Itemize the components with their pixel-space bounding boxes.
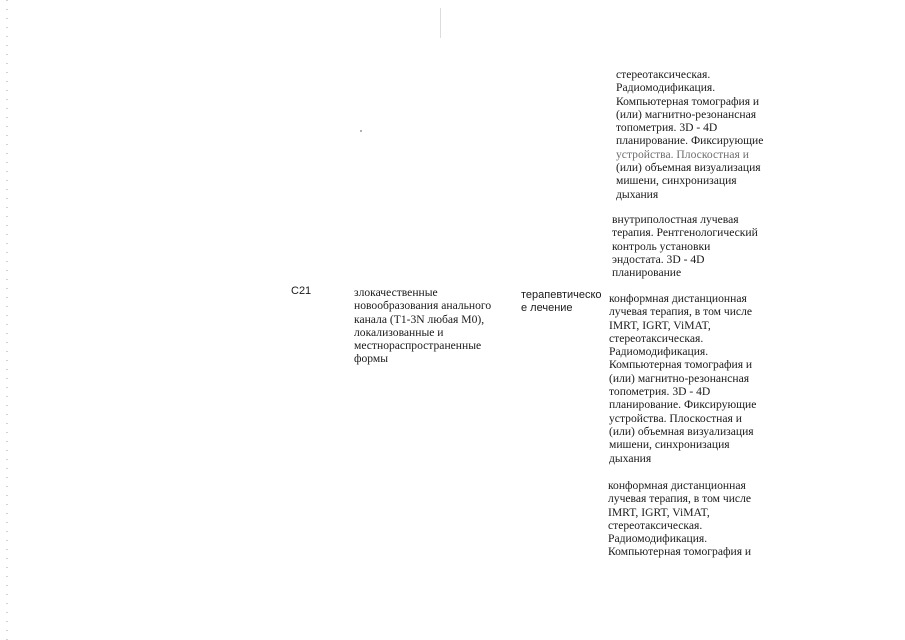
method-line: конформная дистанционная — [609, 292, 747, 305]
method-line: Радиомодификация. — [608, 532, 708, 546]
method-line: Компьютерная томография и — [609, 358, 753, 372]
method-block-conformal-2 — [608, 479, 751, 559]
method-line: устройства. Плоскостная и — [616, 147, 749, 161]
method-line: лучевая терапия, в том числе — [608, 492, 752, 506]
method-line: контроль установки — [612, 239, 711, 253]
method-line: стереотаксическая. — [608, 518, 703, 532]
method-line: Компьютерная томография и — [608, 545, 752, 559]
method-line: (или) объемная визуализация — [609, 424, 754, 438]
code-cell: C21 — [291, 285, 312, 297]
method-line: IMRT, IGRT, ViMAT, — [609, 318, 711, 332]
method-line: планирование. Фиксирующие — [616, 134, 764, 148]
method-line: (или) объемная визуализация — [616, 161, 761, 175]
treatment-type-line: е лечение — [521, 302, 573, 315]
treatment-type-cell — [521, 289, 602, 316]
method-line: лучевая терапия, в том числе — [609, 305, 753, 319]
method-block-conformal-1 — [609, 292, 756, 465]
method-line: терапия. Рентгенологический — [612, 226, 758, 240]
binding-margin-marks — [6, 0, 8, 640]
method-line: Радиомодификация. — [609, 345, 709, 359]
method-line: дыхания — [616, 187, 659, 201]
method-line: конформная дистанционная — [608, 479, 746, 492]
method-block-brachytherapy — [612, 213, 758, 279]
diagnosis-line: местнораспространенные — [354, 339, 482, 353]
method-line: Радиомодификация. — [616, 81, 716, 95]
method-line: устройства. Плоскостная и — [609, 411, 742, 425]
method-line: планирование — [612, 266, 682, 280]
diagnosis-line: новообразования анального — [354, 299, 492, 313]
method-block-top — [616, 68, 763, 201]
diagnosis-line: злокачественные — [354, 286, 438, 299]
fold-mark — [440, 8, 441, 38]
diagnosis-line: формы — [354, 352, 389, 366]
method-line: топометрия. 3D - 4D — [616, 121, 718, 135]
method-line: мишени, синхронизация — [616, 174, 737, 188]
method-line: эндостата. 3D - 4D — [612, 252, 705, 266]
method-line: планирование. Фиксирующие — [609, 398, 757, 412]
method-line: (или) магнитно-резонансная — [616, 107, 757, 121]
method-line: стереотаксическая. — [609, 331, 704, 345]
diagnosis-line: канала (T1-3N любая M0), — [354, 312, 485, 326]
method-line: стереотаксическая. — [616, 68, 711, 81]
method-line: Компьютерная томография и — [616, 94, 760, 108]
method-line: дыхания — [609, 451, 652, 465]
method-line: внутриполостная лучевая — [612, 213, 739, 226]
method-line: IMRT, IGRT, ViMAT, — [608, 505, 710, 519]
scan-speck — [360, 130, 362, 132]
method-line: (или) магнитно-резонансная — [609, 371, 750, 385]
method-line: мишени, синхронизация — [609, 438, 730, 452]
diagnosis-line: локализованные и — [354, 325, 444, 339]
method-line: топометрия. 3D - 4D — [609, 385, 711, 399]
treatment-type-line: терапевтическо — [521, 289, 602, 301]
diagnosis-cell — [354, 286, 491, 366]
